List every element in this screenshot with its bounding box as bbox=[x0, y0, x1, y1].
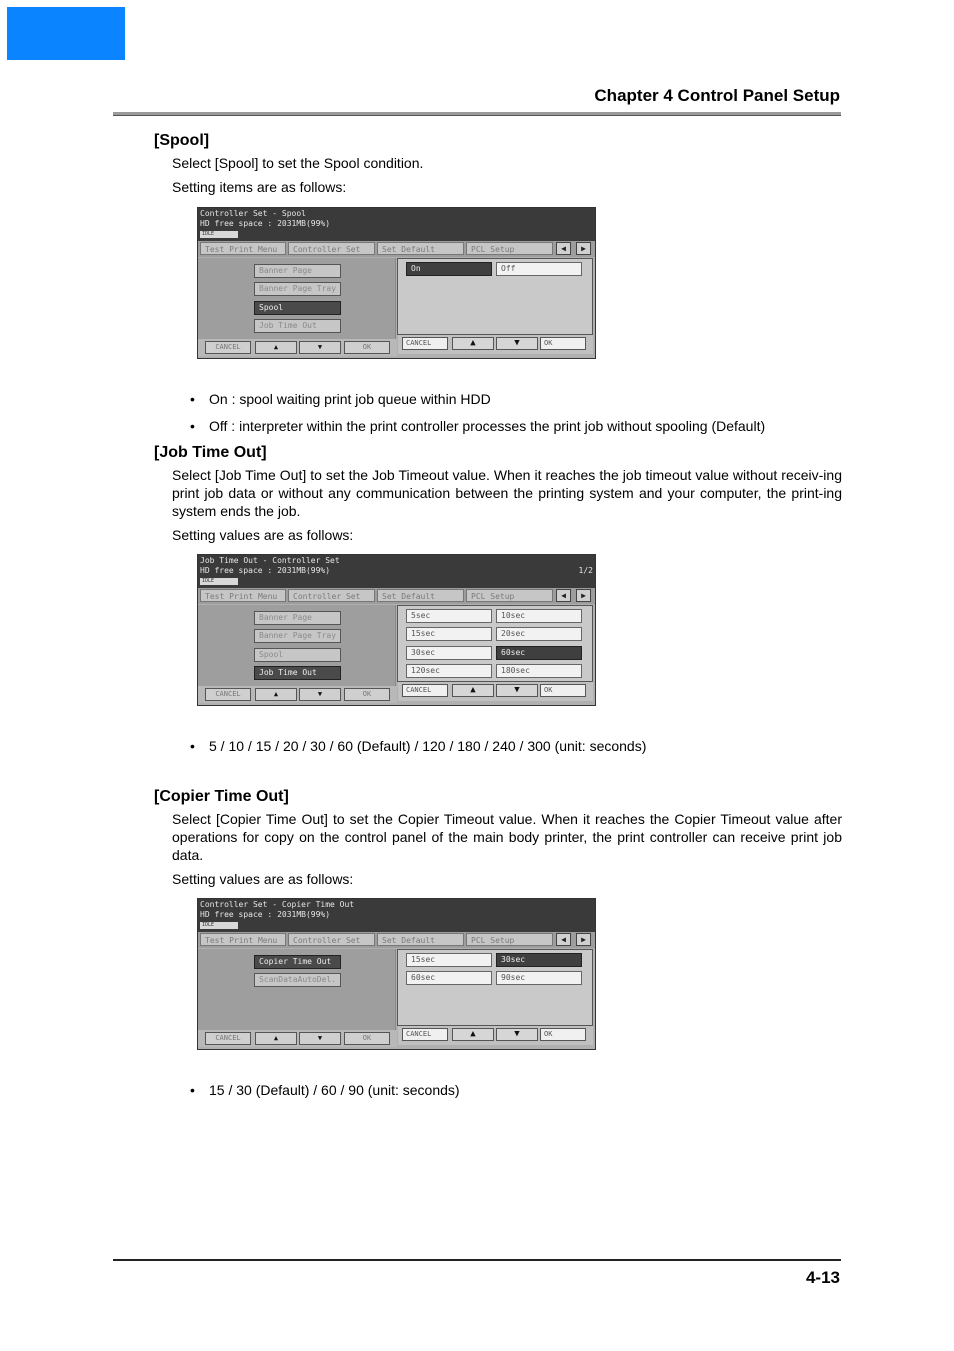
tab-pcl-setup[interactable]: PCL Setup bbox=[466, 589, 553, 602]
menu-ok-button[interactable]: OK bbox=[344, 1032, 390, 1045]
panel-title: Controller Set - Spool bbox=[200, 209, 306, 218]
hd-free-space: HD free space : 2031MB(99%) bbox=[200, 910, 331, 919]
option-ok-button[interactable]: OK bbox=[540, 1028, 586, 1041]
menu-ok-button[interactable]: OK bbox=[344, 688, 390, 701]
menu-banner-page-tray[interactable]: Banner Page Tray bbox=[254, 282, 341, 296]
option-up-icon[interactable]: ▲ bbox=[452, 1028, 494, 1041]
option-cancel-button[interactable]: CANCEL bbox=[402, 337, 448, 350]
list-item: • 5 / 10 / 15 / 20 / 30 / 60 (Default) / 120 / 180 / 240 / 300 (unit: seconds) bbox=[190, 738, 647, 754]
chapter-color-tab bbox=[7, 7, 125, 60]
menu-area bbox=[198, 605, 396, 686]
tab-pcl-setup[interactable]: PCL Setup bbox=[466, 933, 553, 946]
tab-set-default[interactable]: Set Default bbox=[377, 589, 464, 602]
option-5sec[interactable]: 5sec bbox=[406, 609, 492, 623]
option-actions bbox=[398, 335, 593, 354]
menu-banner-page[interactable]: Banner Page bbox=[254, 264, 341, 278]
menu-banner-page[interactable]: Banner Page bbox=[254, 611, 341, 625]
list-item: • 15 / 30 (Default) / 60 / 90 (unit: seconds) bbox=[190, 1082, 460, 1098]
menu-area bbox=[198, 949, 396, 1030]
list-item: • On : spool waiting print job queue within HDD bbox=[190, 391, 491, 407]
option-60sec[interactable]: 60sec bbox=[406, 971, 492, 985]
prev-tab-icon[interactable]: ◀ bbox=[556, 242, 571, 255]
option-area bbox=[397, 949, 593, 1026]
prev-tab-icon[interactable]: ◀ bbox=[556, 589, 571, 602]
option-area bbox=[397, 258, 593, 335]
option-30sec[interactable]: 30sec bbox=[496, 953, 582, 967]
panel-header bbox=[198, 208, 595, 241]
next-tab-icon[interactable]: ▶ bbox=[576, 589, 591, 602]
menu-cancel-button[interactable]: CANCEL bbox=[205, 688, 251, 701]
tab-test-print-menu[interactable]: Test Print Menu bbox=[200, 589, 286, 602]
spool-panel-screenshot bbox=[197, 207, 596, 359]
menu-down-icon[interactable]: ▼ bbox=[299, 341, 341, 354]
menu-area bbox=[198, 258, 396, 339]
panel-tabs bbox=[198, 932, 595, 948]
job-time-out-description: Select [Job Time Out] to set the Job Timeout value. When it reaches the job timeout value without receiv-ing print job data or without any communication between the printing system and your computer, the print-ing system ends the job. bbox=[172, 467, 842, 519]
spool-intro: Select [Spool] to set the Spool condition. bbox=[172, 155, 424, 171]
list-item: • Off : interpreter within the print controller processes the print job without spooling (Default) bbox=[190, 418, 766, 434]
panel-title: Job Time Out - Controller Set bbox=[200, 556, 340, 565]
menu-up-icon[interactable]: ▲ bbox=[255, 688, 297, 701]
option-cancel-button[interactable]: CANCEL bbox=[402, 1028, 448, 1041]
option-down-icon[interactable]: ▼ bbox=[496, 684, 538, 697]
option-down-icon[interactable]: ▼ bbox=[496, 1028, 538, 1041]
menu-job-time-out[interactable]: Job Time Out bbox=[254, 319, 341, 333]
panel-tabs bbox=[198, 588, 595, 604]
page-number: 4-13 bbox=[805, 1268, 840, 1287]
option-down-icon[interactable]: ▼ bbox=[496, 337, 538, 350]
tab-test-print-menu[interactable]: Test Print Menu bbox=[200, 242, 286, 255]
option-30sec[interactable]: 30sec bbox=[406, 646, 492, 660]
idle-indicator: IDLE bbox=[200, 922, 238, 929]
menu-banner-page-tray[interactable]: Banner Page Tray bbox=[254, 629, 341, 643]
option-10sec[interactable]: 10sec bbox=[496, 609, 582, 623]
job-time-out-heading: [Job Time Out] bbox=[154, 444, 267, 461]
option-90sec[interactable]: 90sec bbox=[496, 971, 582, 985]
footer-rule bbox=[113, 1259, 841, 1261]
idle-indicator: IDLE bbox=[200, 231, 238, 238]
copier-time-out-panel-screenshot bbox=[197, 898, 596, 1050]
menu-spool[interactable]: Spool bbox=[254, 301, 341, 315]
panel-tabs bbox=[198, 241, 595, 257]
option-off[interactable]: Off bbox=[496, 262, 582, 276]
menu-ok-button[interactable]: OK bbox=[344, 341, 390, 354]
option-60sec[interactable]: 60sec bbox=[496, 646, 582, 660]
option-ok-button[interactable]: OK bbox=[540, 337, 586, 350]
spool-heading: [Spool] bbox=[154, 132, 210, 149]
option-15sec[interactable]: 15sec bbox=[406, 627, 492, 641]
header-rule bbox=[113, 112, 841, 116]
tab-test-print-menu[interactable]: Test Print Menu bbox=[200, 933, 286, 946]
tab-controller-set[interactable]: Controller Set bbox=[288, 933, 375, 946]
chapter-title: Chapter 4 Control Panel Setup bbox=[594, 86, 840, 105]
menu-actions bbox=[198, 686, 397, 703]
option-15sec[interactable]: 15sec bbox=[406, 953, 492, 967]
copier-time-out-description: Select [Copier Time Out] to set the Copier Timeout value. When it reaches the Copier Timeout value after operations for copy on the control panel of the main body printer, the print controller can receive print job data. bbox=[172, 811, 842, 863]
option-actions bbox=[398, 1026, 593, 1045]
option-cancel-button[interactable]: CANCEL bbox=[402, 684, 448, 697]
next-tab-icon[interactable]: ▶ bbox=[576, 933, 591, 946]
panel-header bbox=[198, 899, 595, 932]
option-actions bbox=[398, 682, 593, 701]
tab-set-default[interactable]: Set Default bbox=[377, 242, 464, 255]
job-time-out-setting-label: Setting values are as follows: bbox=[172, 527, 354, 543]
menu-up-icon[interactable]: ▲ bbox=[255, 341, 297, 354]
tab-set-default[interactable]: Set Default bbox=[377, 933, 464, 946]
next-tab-icon[interactable]: ▶ bbox=[576, 242, 591, 255]
menu-down-icon[interactable]: ▼ bbox=[299, 688, 341, 701]
tab-controller-set[interactable]: Controller Set bbox=[288, 589, 375, 602]
menu-scan-data-auto-del[interactable]: ScanDataAutoDel. bbox=[254, 973, 341, 987]
menu-job-time-out[interactable]: Job Time Out bbox=[254, 666, 341, 680]
copier-time-out-setting-label: Setting values are as follows: bbox=[172, 871, 354, 887]
menu-actions bbox=[198, 1030, 397, 1047]
copier-time-out-heading: [Copier Time Out] bbox=[154, 788, 289, 805]
hd-free-space: HD free space : 2031MB(99%) bbox=[200, 219, 331, 228]
menu-spool[interactable]: Spool bbox=[254, 648, 341, 662]
option-120sec[interactable]: 120sec bbox=[406, 664, 492, 678]
tab-controller-set[interactable]: Controller Set bbox=[288, 242, 375, 255]
option-20sec[interactable]: 20sec bbox=[496, 627, 582, 641]
job-time-out-panel-screenshot bbox=[197, 554, 596, 706]
prev-tab-icon[interactable]: ◀ bbox=[556, 933, 571, 946]
hd-free-space: HD free space : 2031MB(99%) bbox=[200, 566, 331, 575]
page-indicator: 1/2 bbox=[578, 566, 593, 575]
tab-pcl-setup[interactable]: PCL Setup bbox=[466, 242, 553, 255]
menu-up-icon[interactable]: ▲ bbox=[255, 1032, 297, 1045]
option-up-icon[interactable]: ▲ bbox=[452, 337, 494, 350]
menu-down-icon[interactable]: ▼ bbox=[299, 1032, 341, 1045]
option-180sec[interactable]: 180sec bbox=[496, 664, 582, 678]
menu-copier-time-out[interactable]: Copier Time Out bbox=[254, 955, 341, 969]
spool-setting-label: Setting items are as follows: bbox=[172, 179, 347, 195]
idle-indicator: IDLE bbox=[200, 578, 238, 585]
option-ok-button[interactable]: OK bbox=[540, 684, 586, 697]
panel-header bbox=[198, 555, 595, 588]
menu-cancel-button[interactable]: CANCEL bbox=[205, 1032, 251, 1045]
menu-cancel-button[interactable]: CANCEL bbox=[205, 341, 251, 354]
menu-actions bbox=[198, 339, 397, 356]
option-on[interactable]: On bbox=[406, 262, 492, 276]
option-up-icon[interactable]: ▲ bbox=[452, 684, 494, 697]
panel-title: Controller Set - Copier Time Out bbox=[200, 900, 355, 909]
option-area bbox=[397, 605, 593, 682]
